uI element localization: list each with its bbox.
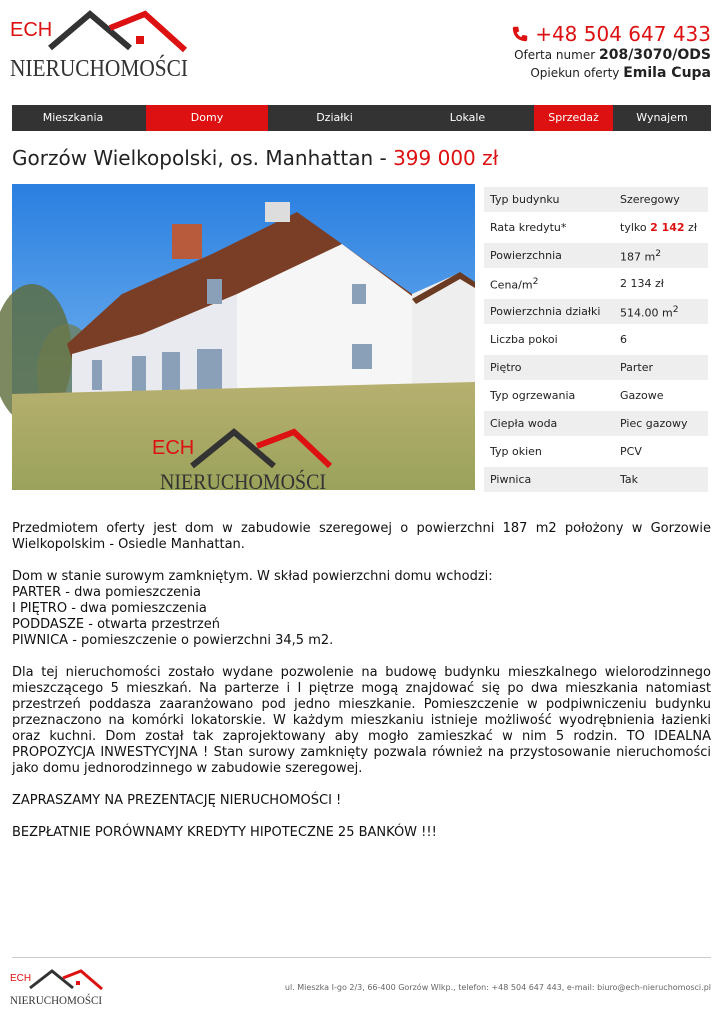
credit-prefix: tylko — [620, 221, 647, 234]
agent-line — [511, 64, 711, 82]
house-photo-illustration — [12, 184, 475, 494]
spec-row — [484, 383, 708, 408]
nav-spacer — [134, 105, 146, 131]
logo-roof-dark — [50, 14, 130, 48]
photo-watermark-name: NIERUCHOMOŚCI — [160, 469, 326, 494]
agent-name: Emila Cupa — [623, 65, 711, 81]
price-m2-sup: 2 — [532, 275, 539, 287]
offer-number-line — [511, 46, 711, 64]
plot-value: 514.00 m — [620, 306, 673, 320]
company-logo[interactable] — [10, 8, 211, 86]
area-value: 187 m — [620, 250, 656, 264]
description-line: I PIĘTRO - dwa pomieszczenia — [12, 601, 207, 616]
credit-unit: zł — [688, 221, 697, 234]
spec-row — [484, 355, 708, 380]
specs-table — [484, 184, 708, 495]
nav-wynajem[interactable]: Wynajem — [636, 111, 688, 124]
description-line: Dom w stanie surowym zamkniętym. W skład powierzchni domu wchodzi: — [12, 569, 493, 584]
listing-price: 399 000 zł — [393, 146, 499, 170]
spec-label: Typ okien — [490, 445, 542, 458]
logo-roof-red — [110, 14, 185, 50]
nav-sprzedaz[interactable]: Sprzedaż — [534, 105, 613, 131]
credit-amount: 2 142 — [650, 221, 685, 234]
spec-label — [484, 271, 614, 296]
photo-watermark-ech: ECH — [152, 437, 195, 459]
plot-sup: 2 — [672, 303, 679, 315]
spec-value: Parter — [614, 355, 708, 380]
description-line: PARTER - dwa pomieszczenia — [12, 585, 201, 600]
contact-block — [511, 22, 711, 82]
listing-description — [12, 521, 711, 857]
spec-label: Typ ogrzewania — [490, 389, 576, 402]
spec-value: Gazowe — [620, 389, 664, 402]
description-paragraph: BEZPŁATNIE PORÓWNAMY KREDYTY HIPOTECZNE 25 BANKÓW !!! — [12, 825, 437, 840]
spec-value: Piec gazowy — [614, 411, 708, 436]
nav-mieszkania[interactable]: Mieszkania — [42, 111, 104, 124]
footer-divider — [12, 957, 711, 958]
spec-label: Powierzchnia — [484, 243, 614, 268]
description-paragraph — [12, 569, 711, 649]
spec-label: Ciepła woda — [484, 411, 614, 436]
description-paragraph: Dla tej nieruchomości zostało wydane pozwolenie na budowę budynku mieszkalnego wielorodzinnego mieszczącego 5 mieszkań. Na parterze i I piętrze mogą znajdować się po dwa mieszkania natomiast przestrzeń poddasza zaaranżowano pod jedno mieszkanie. Pomieszczenie w podpiwniczeniu budynku przeznaczono na komórki lokatorskie. W każdym mieszkaniu istnieje możliwość wyodrębnienia łazienki oraz kuchni. Dom został tak zaprojektowany aby mogło zamieszkać w nim 5 rodzin. TO IDEALNA PROPOZYCJA INWESTYCYJNA ! Stan surowy zamknięty pozwala również na przystosowanie nieruchomości jako domu jednorodzinnego w zabudowie szeregowej. — [12, 665, 711, 776]
spec-row — [484, 271, 708, 296]
spec-label: Piwnica — [484, 467, 614, 492]
description-line: PODDASZE - otwarta przestrzeń — [12, 617, 220, 632]
phone-text: +48 504 647 433 — [535, 22, 711, 46]
agent-label: Opiekun oferty — [530, 66, 620, 80]
phone-icon — [511, 25, 529, 43]
price-m2-label: Cena/m — [490, 278, 533, 292]
phone-number[interactable] — [511, 22, 711, 46]
nav-domy[interactable]: Domy — [146, 105, 268, 131]
spec-row — [484, 187, 708, 212]
spec-value: PCV — [620, 445, 642, 458]
spec-value — [614, 243, 708, 268]
description-line: PIWNICA - pomieszczenie o powierzchni 34,5 m2. — [12, 633, 334, 648]
offer-number-label: Oferta numer — [514, 48, 596, 62]
listing-title — [12, 146, 498, 170]
spec-row — [484, 467, 708, 492]
main-nav — [12, 105, 711, 131]
spec-value-credit — [614, 215, 708, 240]
spec-value — [614, 299, 708, 324]
offer-number: 208/3070/ODS — [598, 47, 711, 63]
spec-label: Powierzchnia działki — [484, 299, 614, 324]
footer-logo-ech: ECH — [10, 973, 32, 984]
spec-value: 6 — [620, 333, 627, 346]
spec-row — [484, 299, 708, 324]
nav-lokale[interactable]: Lokale — [449, 111, 486, 124]
logo-name-text: NIERUCHOMOŚCI — [10, 56, 211, 82]
spec-value: 2 134 zł — [620, 277, 664, 290]
spec-value: Tak — [614, 467, 708, 492]
spec-row — [484, 439, 708, 464]
listing-location: Gorzów Wielkopolski, os. Manhattan - — [12, 146, 394, 170]
spec-row — [484, 411, 708, 436]
spec-row — [484, 215, 708, 240]
logo-window — [136, 36, 144, 44]
spec-row — [484, 327, 708, 352]
description-paragraph: Przedmiotem oferty jest dom w zabudowie szeregowej o powierzchni 187 m2 położony w Gorzowie Wielkopolskim - Osiedle Manhattan. — [12, 521, 711, 552]
footer-address: ul. Mieszka I-go 2/3, 66-400 Gorzów Wlkp., telefon: +48 504 647 443, e-mail: biuro@ech-nieruchomosci.pl — [284, 983, 711, 992]
nav-dzialki[interactable]: Działki — [316, 111, 353, 124]
area-sup: 2 — [655, 247, 662, 259]
footer-logo-name: NIERUCHOMOŚCI — [10, 993, 102, 1007]
spec-label: Piętro — [484, 355, 614, 380]
description-paragraph: ZAPRASZAMY NA PREZENTACJĘ NIERUCHOMOŚCI ! — [12, 793, 342, 808]
footer-logo[interactable] — [10, 967, 105, 1009]
spec-label: Typ budynku — [484, 187, 614, 212]
spec-label: Rata kredytu* — [490, 221, 567, 234]
spec-label: Liczba pokoi — [490, 333, 558, 346]
logo-ech-text: ECH — [10, 19, 53, 41]
property-photo[interactable] — [12, 184, 475, 494]
spec-value: Szeregowy — [614, 187, 708, 212]
spec-row — [484, 243, 708, 268]
